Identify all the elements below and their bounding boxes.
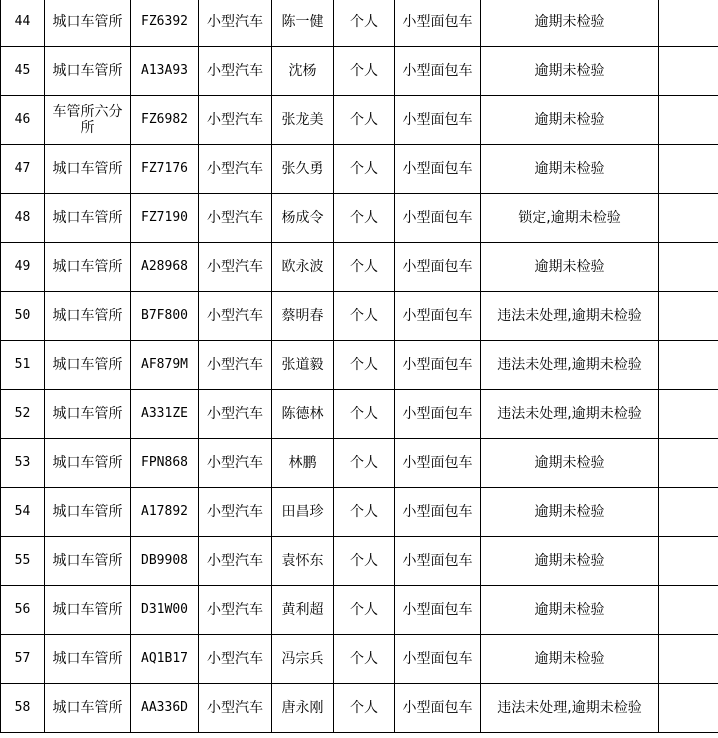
vehicle-type-cell: 小型汽车 [199,488,272,537]
vehicle-type-cell: 小型汽车 [199,0,272,47]
owner-type-cell: 个人 [334,684,395,733]
body-type-cell: 小型面包车 [395,635,481,684]
plate-cell: A13A93 [131,47,199,96]
vehicle-type-cell: 小型汽车 [199,390,272,439]
table-row [1,390,718,439]
office-cell: 城口车管所 [45,537,131,586]
plate-cell: AQ1B17 [131,635,199,684]
extra-cell [659,341,718,390]
status-cell: 违法未处理,逾期未检验 [481,390,659,439]
body-type-cell: 小型面包车 [395,0,481,47]
extra-cell [659,0,718,47]
vehicle-type-cell: 小型汽车 [199,439,272,488]
status-cell: 违法未处理,逾期未检验 [481,684,659,733]
extra-cell [659,635,718,684]
status-cell: 逾期未检验 [481,96,659,145]
owner-type-cell: 个人 [334,390,395,439]
owner-cell: 张龙美 [272,96,334,145]
vehicle-type-cell: 小型汽车 [199,194,272,243]
status-cell: 逾期未检验 [481,635,659,684]
vehicle-type-cell: 小型汽车 [199,47,272,96]
status-cell: 逾期未检验 [481,145,659,194]
owner-type-cell: 个人 [334,341,395,390]
row-number: 53 [1,439,45,488]
body-type-cell: 小型面包车 [395,47,481,96]
extra-cell [659,488,718,537]
row-number: 49 [1,243,45,292]
row-number: 55 [1,537,45,586]
owner-cell: 欧永波 [272,243,334,292]
owner-cell: 黄利超 [272,586,334,635]
office-cell: 城口车管所 [45,341,131,390]
table-row [1,194,718,243]
row-number: 58 [1,684,45,733]
owner-cell: 林鹏 [272,439,334,488]
owner-cell: 田昌珍 [272,488,334,537]
plate-cell: FZ6982 [131,96,199,145]
owner-type-cell: 个人 [334,243,395,292]
row-number: 48 [1,194,45,243]
table-row [1,243,718,292]
row-number: 51 [1,341,45,390]
owner-cell: 冯宗兵 [272,635,334,684]
extra-cell [659,145,718,194]
plate-cell: AA336D [131,684,199,733]
office-cell: 城口车管所 [45,243,131,292]
row-number: 44 [1,0,45,47]
status-cell: 逾期未检验 [481,47,659,96]
table-row [1,684,718,733]
row-number: 50 [1,292,45,341]
owner-type-cell: 个人 [334,488,395,537]
office-cell: 城口车管所 [45,0,131,47]
extra-cell [659,684,718,733]
body-type-cell: 小型面包车 [395,586,481,635]
table-row [1,96,718,145]
vehicle-type-cell: 小型汽车 [199,145,272,194]
body-type-cell: 小型面包车 [395,537,481,586]
table-row [1,586,718,635]
table-row [1,537,718,586]
row-number: 47 [1,145,45,194]
owner-cell: 张道毅 [272,341,334,390]
row-number: 46 [1,96,45,145]
table-row [1,145,718,194]
status-cell: 逾期未检验 [481,488,659,537]
body-type-cell: 小型面包车 [395,145,481,194]
owner-cell: 袁怀东 [272,537,334,586]
office-cell: 城口车管所 [45,390,131,439]
body-type-cell: 小型面包车 [395,488,481,537]
extra-cell [659,586,718,635]
body-type-cell: 小型面包车 [395,439,481,488]
vehicle-type-cell: 小型汽车 [199,635,272,684]
status-cell: 锁定,逾期未检验 [481,194,659,243]
extra-cell [659,47,718,96]
office-cell: 城口车管所 [45,145,131,194]
vehicle-type-cell: 小型汽车 [199,243,272,292]
plate-cell: B7F800 [131,292,199,341]
owner-type-cell: 个人 [334,635,395,684]
body-type-cell: 小型面包车 [395,341,481,390]
owner-cell: 陈一健 [272,0,334,47]
vehicle-type-cell: 小型汽车 [199,292,272,341]
body-type-cell: 小型面包车 [395,194,481,243]
vehicle-type-cell: 小型汽车 [199,586,272,635]
plate-cell: D31W00 [131,586,199,635]
owner-type-cell: 个人 [334,0,395,47]
office-cell: 城口车管所 [45,684,131,733]
plate-cell: A28968 [131,243,199,292]
extra-cell [659,194,718,243]
owner-type-cell: 个人 [334,96,395,145]
status-cell: 逾期未检验 [481,439,659,488]
vehicle-type-cell: 小型汽车 [199,341,272,390]
plate-cell: FZ7176 [131,145,199,194]
plate-cell: A17892 [131,488,199,537]
office-cell: 车管所六分所 [45,96,131,145]
office-cell: 城口车管所 [45,635,131,684]
plate-cell: DB9908 [131,537,199,586]
vehicle-type-cell: 小型汽车 [199,96,272,145]
owner-type-cell: 个人 [334,194,395,243]
office-cell: 城口车管所 [45,194,131,243]
table-body [1,0,718,733]
office-cell: 城口车管所 [45,488,131,537]
table-row [1,488,718,537]
extra-cell [659,292,718,341]
office-cell: 城口车管所 [45,47,131,96]
owner-type-cell: 个人 [334,47,395,96]
owner-cell: 张久勇 [272,145,334,194]
plate-cell: FZ7190 [131,194,199,243]
table-row [1,635,718,684]
status-cell: 逾期未检验 [481,537,659,586]
status-cell: 违法未处理,逾期未检验 [481,292,659,341]
vehicle-type-cell: 小型汽车 [199,537,272,586]
row-number: 57 [1,635,45,684]
status-cell: 逾期未检验 [481,586,659,635]
body-type-cell: 小型面包车 [395,292,481,341]
body-type-cell: 小型面包车 [395,243,481,292]
owner-type-cell: 个人 [334,439,395,488]
extra-cell [659,390,718,439]
owner-cell: 杨成令 [272,194,334,243]
plate-cell: AF879M [131,341,199,390]
row-number: 52 [1,390,45,439]
extra-cell [659,96,718,145]
owner-cell: 沈杨 [272,47,334,96]
office-cell: 城口车管所 [45,586,131,635]
plate-cell: FPN868 [131,439,199,488]
office-cell: 城口车管所 [45,292,131,341]
row-number: 54 [1,488,45,537]
body-type-cell: 小型面包车 [395,390,481,439]
owner-type-cell: 个人 [334,586,395,635]
owner-type-cell: 个人 [334,292,395,341]
row-number: 56 [1,586,45,635]
owner-cell: 唐永刚 [272,684,334,733]
status-cell: 逾期未检验 [481,0,659,47]
owner-type-cell: 个人 [334,537,395,586]
extra-cell [659,537,718,586]
table-row [1,439,718,488]
owner-cell: 蔡明春 [272,292,334,341]
plate-cell: A331ZE [131,390,199,439]
status-cell: 违法未处理,逾期未检验 [481,341,659,390]
body-type-cell: 小型面包车 [395,684,481,733]
vehicle-type-cell: 小型汽车 [199,684,272,733]
extra-cell [659,243,718,292]
row-number: 45 [1,47,45,96]
table-row [1,47,718,96]
body-type-cell: 小型面包车 [395,96,481,145]
table-row [1,292,718,341]
plate-cell: FZ6392 [131,0,199,47]
table-row [1,0,718,47]
owner-type-cell: 个人 [334,145,395,194]
table-row [1,341,718,390]
owner-cell: 陈德林 [272,390,334,439]
office-cell: 城口车管所 [45,439,131,488]
status-cell: 逾期未检验 [481,243,659,292]
extra-cell [659,439,718,488]
